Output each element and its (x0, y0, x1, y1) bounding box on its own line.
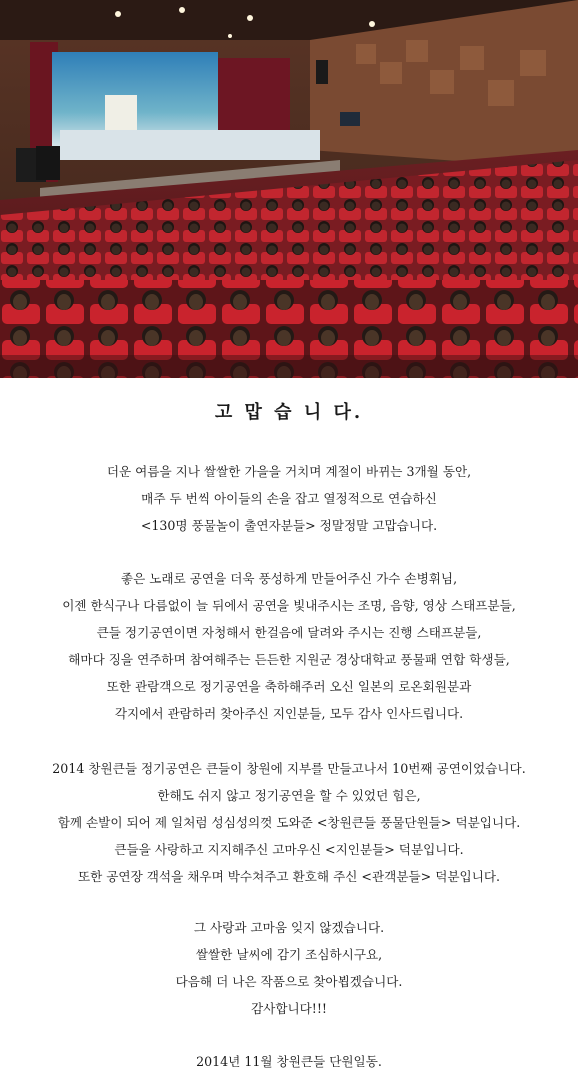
page-title: 고 맙 습 니 다. (214, 402, 364, 423)
text-line: 해마다 징을 연주하며 참여해주는 든든한 지원군 경상대학교 풍물패 연합 학생들, (68, 652, 510, 667)
signature-text: 2014년 11월 창원큰들 단원일동. (196, 1054, 382, 1069)
text-line: 또한 공연장 객석을 채우며 박수쳐주고 환호해 주신 <관객분들> 덕분입니다. (77, 869, 501, 884)
text-line: 좋은 노래로 공연을 더욱 풍성하게 만들어주신 가수 손병휘님, (120, 571, 458, 586)
text-line: 함께 손발이 되어 제 일처럼 성심성의껏 도와준 <창원큰들 풍물단원들> 덕분입니다. (57, 815, 521, 830)
paragraph-staff (0, 565, 578, 727)
text-line: 다음해 더 나은 작품으로 찾아뵙겠습니다. (175, 974, 403, 989)
text-line: 또한 관람객으로 정기공연을 축하해주러 오신 일본의 로온회원분과 (106, 679, 472, 694)
text-line: 매주 두 번씩 아이들의 손을 잡고 열정적으로 연습하신 (141, 491, 437, 506)
text-line: 쌀쌀한 날씨에 감기 조심하시구요, (195, 947, 383, 962)
text-line: 더운 여름을 지나 쌀쌀한 가을을 거치며 계절이 바뀌는 3개월 동안, (106, 464, 472, 479)
text-line: 그 사랑과 고마움 잊지 않겠습니다. (193, 920, 385, 935)
text-line: <130명 풍물놀이 출연자분들> 정말정말 고맙습니다. (140, 518, 438, 533)
text-line: 큰들을 사랑하고 지지해주신 고마우신 <지인분들> 덕분입니다. (114, 842, 464, 857)
audience-theater-illustration (0, 0, 578, 378)
text-line: 각지에서 관람하러 찾아주신 지인분들, 모두 감사 인사드립니다. (114, 706, 464, 721)
concert-hall-photo (0, 0, 578, 378)
paragraph-anniversary (0, 755, 578, 890)
text-line: 큰들 정기공연이면 자청해서 한걸음에 달려와 주시는 진행 스태프분들, (96, 625, 482, 640)
text-line: 이젠 한식구나 다름없이 늘 뒤에서 공연을 빛내주시는 조명, 음향, 영상 스태프분들, (62, 598, 516, 613)
paragraph-performers (0, 458, 578, 539)
text-line: 감사합니다!!! (250, 1001, 327, 1016)
paragraph-closing (0, 914, 578, 1022)
text-line: 2014 창원큰들 정기공연은 큰들이 창원에 지부를 만들고나서 10번째 공연이었습니다. (52, 761, 526, 776)
text-line: 한해도 쉬지 않고 정기공연을 할 수 있었던 힘은, (157, 788, 421, 803)
signature (0, 1048, 578, 1075)
